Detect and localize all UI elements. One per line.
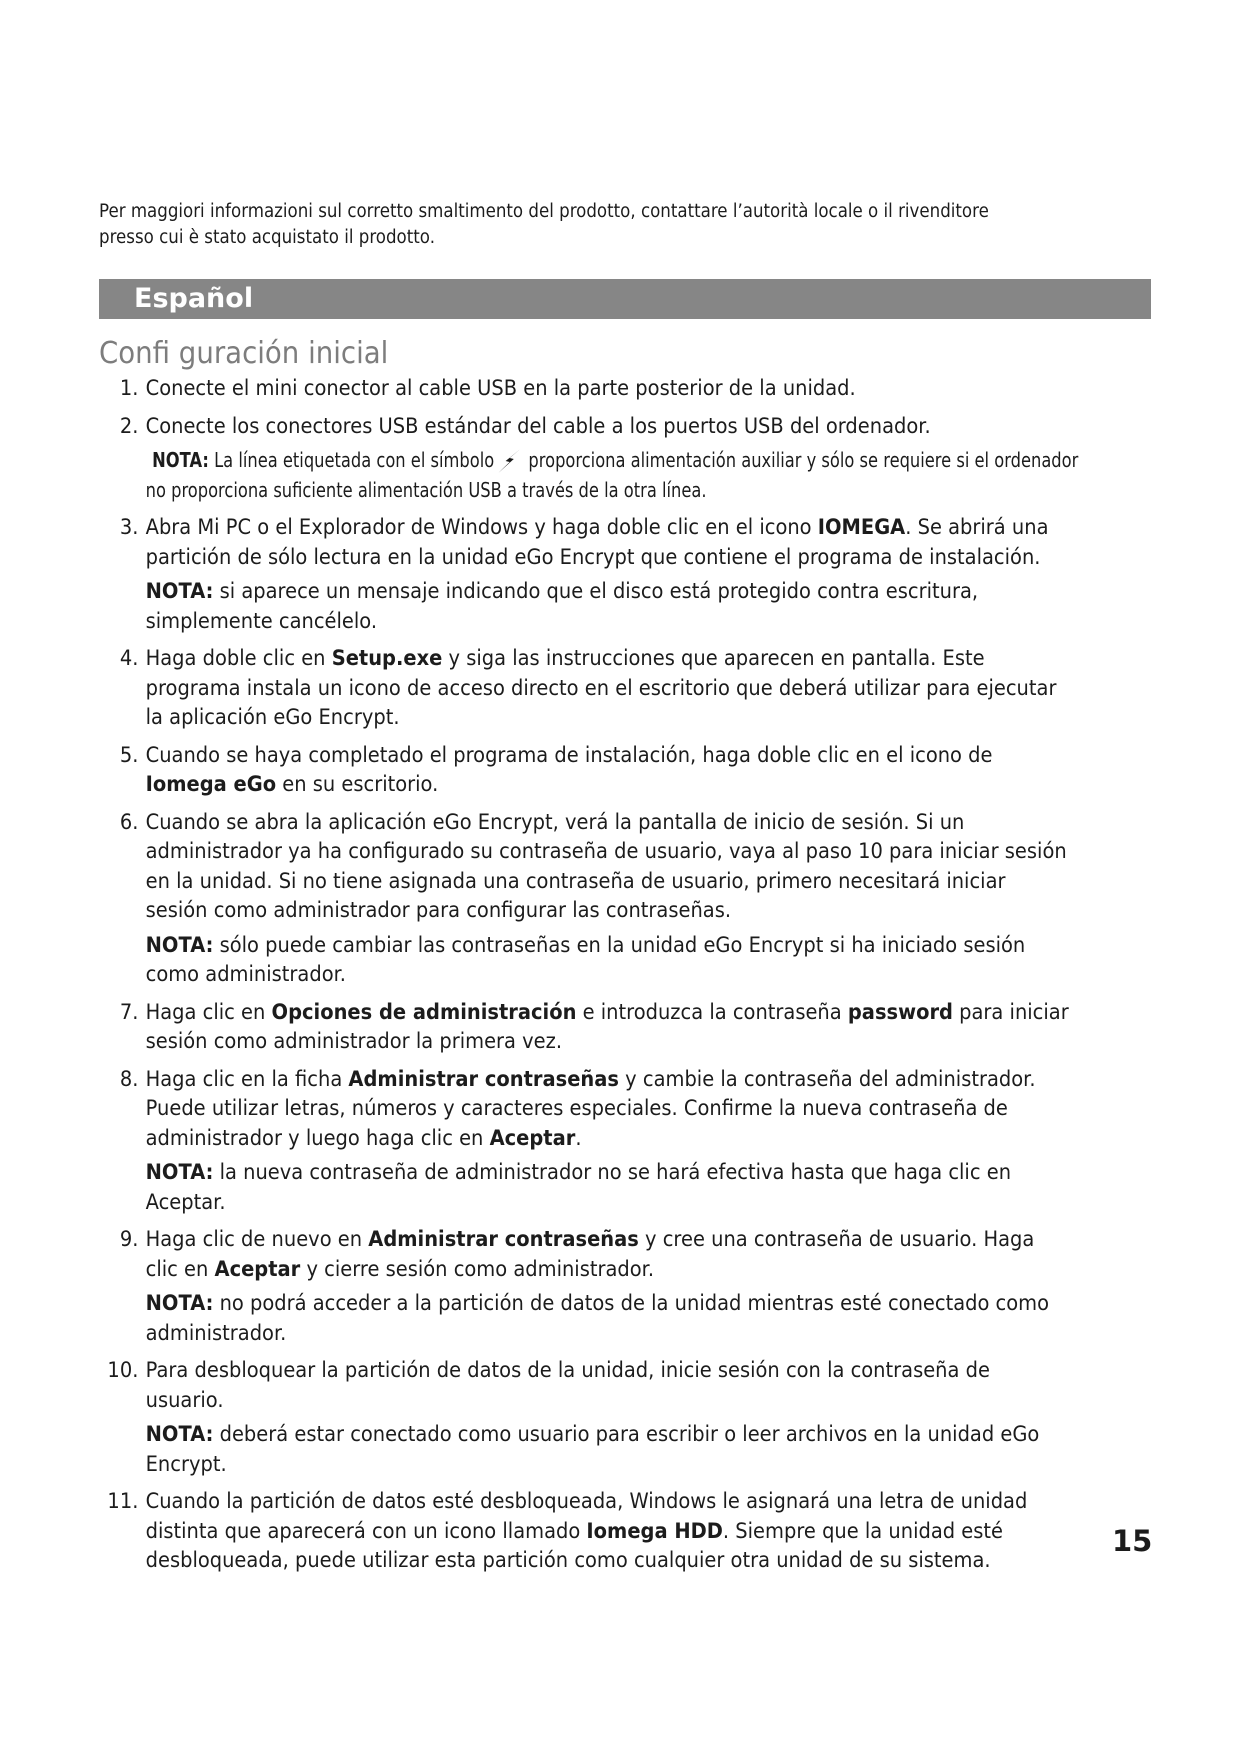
step-text <box>146 808 1073 926</box>
note-label: NOTA: <box>145 932 214 958</box>
step-number: 3. <box>119 515 139 540</box>
step-text <box>146 412 1073 442</box>
bold-term: Aceptar <box>489 1125 576 1151</box>
step-number: 4. <box>119 646 139 671</box>
text-run: para iniciar sesión como administrador la primera vez. <box>145 999 1069 1054</box>
note-label: NOTA: <box>145 1422 214 1447</box>
steps-list <box>104 374 1079 1584</box>
list-item <box>104 998 1072 1057</box>
page-number: 15 <box>1112 1524 1153 1558</box>
text-run: Abra Mi PC o el Explorador de Windows y haga doble clic en el icono <box>145 515 818 540</box>
text-run: Conecte los conectores USB estándar del cable a los puertos USB del ordenador. <box>145 413 931 439</box>
list-item <box>104 1487 1072 1576</box>
note-text: proporciona alimentación auxiliar y sólo se requiere si el ordenador no proporciona suficiente alimentación USB a través de la otra línea. <box>145 448 1079 502</box>
note <box>146 1158 1073 1217</box>
text-run: Haga doble clic en <box>145 646 332 671</box>
text-run: y siga las instrucciones que aparecen en pantalla. Este programa instala un icono de acceso directo en el escritorio que deberá utilizar para ejecutar la aplicación eGo Encrypt. <box>145 646 1057 730</box>
step-text <box>146 741 1073 800</box>
note <box>146 1420 1073 1479</box>
text-run: Haga clic en <box>145 999 272 1025</box>
step-number: 9. <box>119 1227 139 1252</box>
text-run: . Se abrirá una partición de sólo lectura en la unidad eGo Encrypt que contiene el programa de instalación. <box>145 515 1049 570</box>
step-number: 10. <box>107 1358 139 1383</box>
text-run: Cuando la partición de datos esté desbloqueada, Windows le asignará una letra de unidad distinta que aparecerá con un icono llamado <box>145 1489 1028 1544</box>
list-item <box>104 374 1072 404</box>
step-text <box>146 1356 1073 1415</box>
list-item <box>104 513 1072 636</box>
step-number: 6. <box>119 809 139 835</box>
note-label: NOTA: <box>152 448 209 472</box>
text-run: Conecte el mini conector al cable USB en la parte posterior de la unidad. <box>145 376 856 401</box>
note-text: La línea etiquetada con el símbolo <box>208 448 495 472</box>
section-title: Español <box>134 283 254 314</box>
text-run: Haga clic de nuevo en <box>145 1227 369 1252</box>
note-text: no podrá acceder a la partición de datos de la unidad mientras esté conectado como administrador. <box>145 1291 1050 1346</box>
step-number: 5. <box>119 742 139 768</box>
list-item <box>104 412 1079 506</box>
subheading: Confi guración inicial <box>99 336 389 371</box>
note <box>146 1289 1073 1348</box>
step-text <box>146 513 1073 572</box>
note-text: si aparece un mensaje indicando que el disco está protegido contra escritura, simplemente cancélelo. <box>145 579 979 634</box>
text-run: Para desbloquear la partición de datos de la unidad, inicie sesión con la contraseña de usuario. <box>145 1358 990 1413</box>
bold-term: Administrar contraseñas <box>348 1066 619 1092</box>
step-number: 8. <box>119 1066 139 1092</box>
list-item <box>104 808 1072 990</box>
list-item <box>104 1356 1072 1479</box>
step-text <box>146 1487 1073 1576</box>
lightning-bolt-icon <box>496 448 524 474</box>
bold-term: Aceptar <box>214 1256 301 1282</box>
text-run: y cree una contraseña de usuario. Haga clic en <box>145 1227 1035 1282</box>
note-text: la nueva contraseña de administrador no se hará efectiva hasta que haga clic en Aceptar. <box>145 1160 1012 1215</box>
step-text <box>146 374 1073 404</box>
note-label: NOTA: <box>145 1160 214 1185</box>
note-lead <box>146 448 495 472</box>
bold-term: Iomega HDD <box>586 1518 723 1544</box>
text-run: Haga clic en la ficha <box>145 1066 349 1092</box>
bold-term: Opciones de administración <box>271 999 577 1025</box>
note-label: NOTA: <box>145 1291 214 1316</box>
step-number: 7. <box>119 999 139 1025</box>
text-run: . Siempre que la unidad esté desbloqueada, puede utilizar esta partición como cualquier otra unidad de su sistema. <box>145 1518 1004 1573</box>
list-item <box>104 644 1072 733</box>
section-header-bar <box>99 279 1151 319</box>
text-run: e introduzca la contraseña <box>576 999 848 1025</box>
note <box>146 577 1073 636</box>
note-text: deberá estar conectado como usuario para escribir o leer archivos en la unidad eGo Encrypt. <box>145 1422 1040 1477</box>
step-text <box>146 644 1073 733</box>
step-number: 11. <box>107 1489 139 1514</box>
note <box>146 931 1073 990</box>
bold-term: Setup.exe <box>331 646 443 671</box>
bold-term: IOMEGA <box>817 515 906 540</box>
text-run: Cuando se haya completado el programa de instalación, haga doble clic en el icono de <box>145 742 993 768</box>
text-run: en su escritorio. <box>276 772 439 797</box>
list-item <box>104 741 1072 800</box>
bold-term: Iomega eGo <box>145 772 277 797</box>
bold-term: Administrar contraseñas <box>368 1227 639 1252</box>
step-text <box>146 1225 1073 1284</box>
list-item <box>104 1225 1072 1348</box>
note <box>146 446 1080 505</box>
step-number: 1. <box>119 376 139 401</box>
text-run: y cierre sesión como administrador. <box>300 1256 655 1282</box>
bold-term: password <box>847 999 953 1025</box>
list-item <box>104 1065 1072 1218</box>
intro-paragraph: Per maggiori informazioni sul corretto smaltimento del prodotto, contattare l’autorità locale o il rivenditore presso cui è stato acquistato il prodotto. <box>99 201 989 248</box>
text-run: . <box>575 1125 582 1151</box>
text-run: y cambie la contraseña del administrador. Puede utilizar letras, números y caracteres especiales. Confirme la nueva contraseña de administrador y luego haga clic en <box>145 1066 1036 1151</box>
note-text: sólo puede cambiar las contraseñas en la unidad eGo Encrypt si ha iniciado sesión como administrador. <box>145 932 1026 987</box>
step-text <box>146 998 1073 1057</box>
text-run: Cuando se abra la aplicación eGo Encrypt, verá la pantalla de inicio de sesión. Si un administrador ya ha configurado su contraseña de usuario, vaya al paso 10 para iniciar sesión en la unidad. Si no tiene asignada una contraseña de usuario, primero necesitará iniciar sesión como administrador para configurar las contraseñas. <box>145 809 1067 923</box>
note-label: NOTA: <box>145 579 214 604</box>
step-text <box>146 1065 1073 1154</box>
step-number: 2. <box>119 413 139 439</box>
